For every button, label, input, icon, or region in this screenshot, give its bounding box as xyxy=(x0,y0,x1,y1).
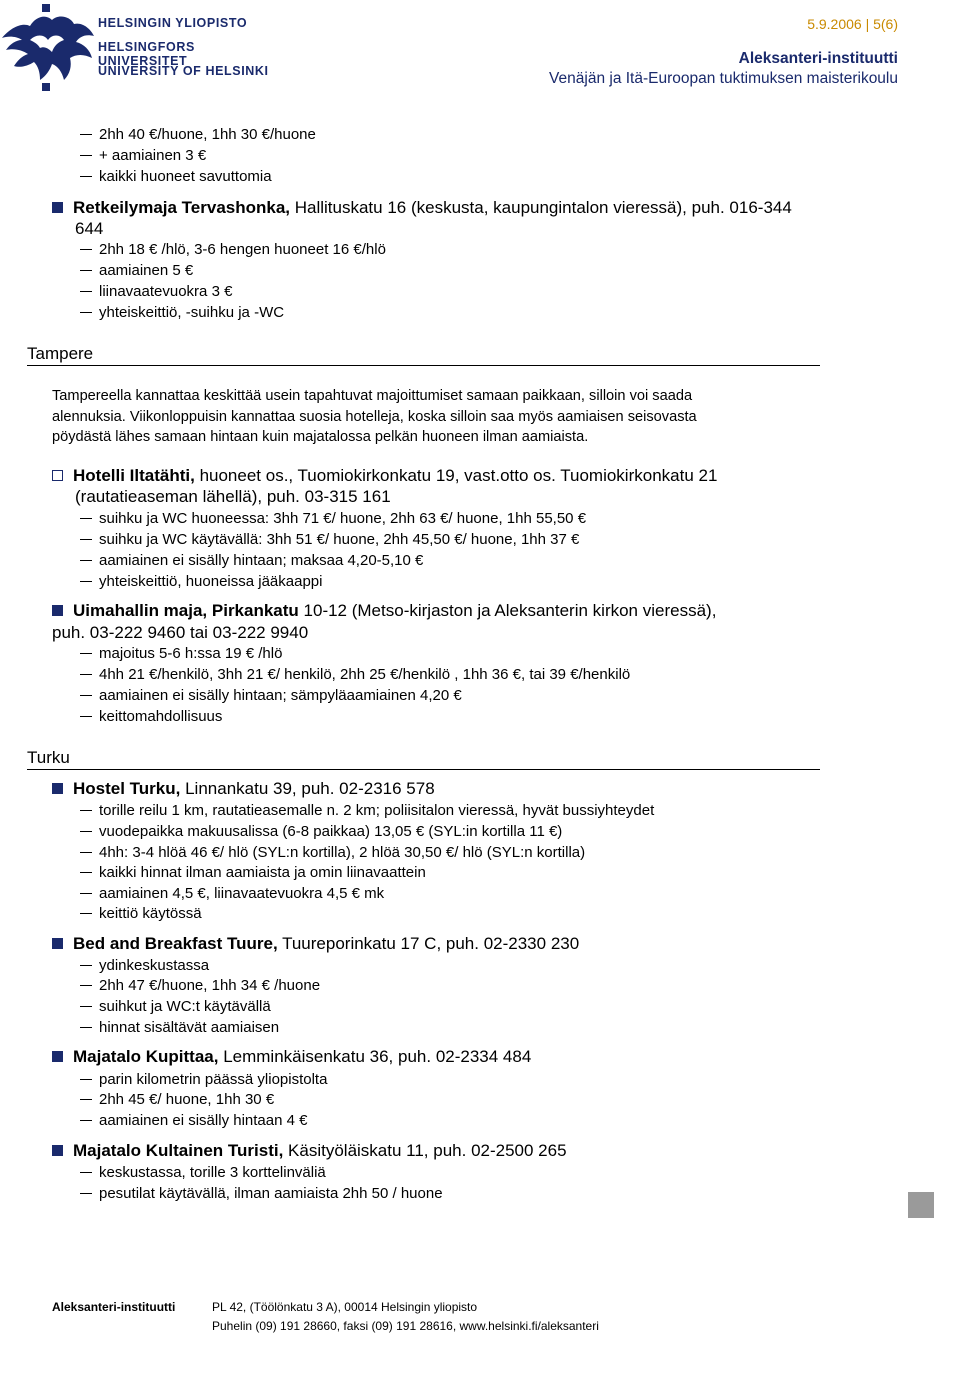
square-bullet-icon xyxy=(52,783,63,794)
list-item: majoitus 5-6 h:ssa 19 € /hlö xyxy=(80,645,282,662)
dash-bullet-icon xyxy=(80,249,92,250)
dash-bullet-icon xyxy=(80,695,92,696)
square-bullet-icon xyxy=(52,470,63,481)
dash-bullet-icon xyxy=(80,518,92,519)
dash-bullet-icon xyxy=(80,1099,92,1100)
list-item: torille reilu 1 km, rautatieasemalle n. 2 km; poliisitalon vieressä, hyvät bussiyhteydet xyxy=(80,802,654,819)
dash-bullet-icon xyxy=(80,1079,92,1080)
dash-bullet-icon xyxy=(80,134,92,135)
list-item: 2hh 18 € /hlö, 3-6 hengen huoneet 16 €/hlö xyxy=(80,241,386,258)
footer-institute-name: Aleksanteri-instituutti xyxy=(52,1300,176,1314)
list-item: suihku ja WC huoneessa: 3hh 71 €/ huone, 2hh 63 €/ huone, 1hh 55,50 € xyxy=(80,510,586,527)
university-name-sv: HELSINGFORS UNIVERSITET xyxy=(98,40,195,68)
list-item: hinnat sisältävät aamiaisen xyxy=(80,1019,279,1036)
accommodation-entry: Hostel Turku, Linnankatu 39, puh. 02-2316 578 xyxy=(52,779,435,799)
tampere-intro: Tampereella kannattaa keskittää usein tapahtuvat majoittumiset samaan paikkaan, silloin voi saada alennuksia. Viikonloppuisin kannattaa suosia hotelleja, koska silloin saa myös aamiaisen seisovasta pöydästä lähes samaan hintaan kuin majatalossa pelkän huoneen ilman aamiaista. xyxy=(52,388,697,445)
university-logo xyxy=(0,0,280,95)
dash-bullet-icon xyxy=(80,176,92,177)
dash-bullet-icon xyxy=(80,155,92,156)
dash-bullet-icon xyxy=(80,872,92,873)
dash-bullet-icon xyxy=(80,1120,92,1121)
accommodation-name: Uimahallin maja, Pirkankatu xyxy=(73,601,299,620)
institute-subtitle: Venäjän ja Itä-Euroopan tuktimuksen maisterikoulu xyxy=(549,70,898,87)
accommodation-phone-cont: 644 xyxy=(75,219,104,238)
dash-bullet-icon xyxy=(80,965,92,966)
university-name-en: UNIVERSITY OF HELSINKI xyxy=(98,64,269,78)
list-item: 2hh 47 €/huone, 1hh 34 € /huone xyxy=(80,977,320,994)
dash-bullet-icon xyxy=(80,1006,92,1007)
decorative-square xyxy=(908,1192,934,1218)
accommodation-name: Hostel Turku, xyxy=(73,779,181,798)
accommodation-entry: Uimahallin maja, Pirkankatu 10-12 (Metso-kirjaston ja Aleksanterin kirkon vieressä), xyxy=(52,601,716,621)
accommodation-name: Retkeilymaja Tervashonka, xyxy=(73,198,291,217)
accommodation-entry: Retkeilymaja Tervashonka, Hallituskatu 16 (keskusta, kaupungintalon vieressä), puh. 016-344 xyxy=(52,198,792,218)
dash-bullet-icon xyxy=(80,674,92,675)
dash-bullet-icon xyxy=(80,985,92,986)
dash-bullet-icon xyxy=(80,291,92,292)
dash-bullet-icon xyxy=(80,913,92,914)
list-item: vuodepaikka makuusalissa (6-8 paikkaa) 13,05 € (SYL:in kortilla 11 €) xyxy=(80,823,562,840)
list-item: yhteiskeittiö, huoneissa jääkaappi xyxy=(80,573,322,590)
accommodation-address-cont: (rautatieaseman lähellä), puh. 03-315 161 xyxy=(75,487,391,506)
square-bullet-icon xyxy=(52,938,63,949)
accommodation-name: Bed and Breakfast Tuure, xyxy=(73,934,278,953)
university-name-fi: HELSINGIN YLIOPISTO xyxy=(98,16,248,30)
dash-bullet-icon xyxy=(80,270,92,271)
square-bullet-icon xyxy=(52,1145,63,1156)
accommodation-name: Majatalo Kupittaa, xyxy=(73,1047,219,1066)
dash-bullet-icon xyxy=(80,893,92,894)
list-item: aamiainen 5 € xyxy=(80,262,193,279)
list-item: aamiainen 4,5 €, liinavaatevuokra 4,5 € mk xyxy=(80,885,384,902)
dash-bullet-icon xyxy=(80,852,92,853)
list-item: keskustassa, torille 3 korttelinväliä xyxy=(80,1164,326,1181)
list-item: ydinkeskustassa xyxy=(80,957,209,974)
dash-bullet-icon xyxy=(80,539,92,540)
dash-bullet-icon xyxy=(80,653,92,654)
accommodation-name: Hotelli Iltatähti, xyxy=(73,466,195,485)
accommodation-entry: Majatalo Kultainen Turisti, Käsityöläiskatu 11, puh. 02-2500 265 xyxy=(52,1141,567,1161)
list-item: suihku ja WC käytävällä: 3hh 51 €/ huone, 2hh 45,50 €/ huone, 1hh 37 € xyxy=(80,531,579,548)
dash-bullet-icon xyxy=(80,581,92,582)
list-item: 2hh 45 €/ huone, 1hh 30 € xyxy=(80,1091,274,1108)
accommodation-name: Majatalo Kultainen Turisti, xyxy=(73,1141,284,1160)
square-bullet-icon xyxy=(52,1051,63,1062)
dash-bullet-icon xyxy=(80,1172,92,1173)
accommodation-phone-cont: puh. 03-222 9460 tai 03-222 9940 xyxy=(52,623,309,642)
accommodation-entry: Majatalo Kupittaa, Lemminkäisenkatu 36, puh. 02-2334 484 xyxy=(52,1047,531,1067)
dash-bullet-icon xyxy=(80,831,92,832)
list-item: + aamiainen 3 € xyxy=(80,147,206,164)
institute-name: Aleksanteri-instituutti xyxy=(738,50,898,67)
list-item: kaikki hinnat ilman aamiaista ja omin liinavaattein xyxy=(80,864,426,881)
section-heading-tampere: Tampere xyxy=(27,344,820,366)
footer-address: PL 42, (Töölönkatu 3 A), 00014 Helsingin yliopisto xyxy=(212,1300,478,1314)
dash-bullet-icon xyxy=(80,810,92,811)
dash-bullet-icon xyxy=(80,560,92,561)
accommodation-entry: Hotelli Iltatähti, huoneet os., Tuomiokirkonkatu 19, vast.otto os. Tuomiokirkonkatu 21 xyxy=(52,466,717,486)
list-item: yhteiskeittiö, -suihku ja -WC xyxy=(80,304,284,321)
square-bullet-icon xyxy=(52,202,63,213)
footer-contact: Puhelin (09) 191 28660, faksi (09) 191 28616, www.helsinki.fi/aleksanteri xyxy=(212,1319,599,1333)
dash-bullet-icon xyxy=(80,716,92,717)
list-item: pesutilat käytävällä, ilman aamiaista 2hh 50 / huone xyxy=(80,1185,443,1202)
list-item: 4hh 21 €/henkilö, 3hh 21 €/ henkilö, 2hh 25 €/henkilö , 1hh 36 €, tai 39 €/henkilö xyxy=(80,666,630,683)
list-item: keittomahdollisuus xyxy=(80,708,222,725)
section-heading-turku: Turku xyxy=(27,748,820,770)
accommodation-entry: Bed and Breakfast Tuure, Tuureporinkatu 17 C, puh. 02-2330 230 xyxy=(52,934,579,954)
list-item: liinavaatevuokra 3 € xyxy=(80,283,232,300)
square-bullet-icon xyxy=(52,605,63,616)
list-item: suihkut ja WC:t käytävällä xyxy=(80,998,271,1015)
list-item: 4hh: 3-4 hlöä 46 €/ hlö (SYL:n kortilla), 2 hlöä 30,50 €/ hlö (SYL:n kortilla) xyxy=(80,844,585,861)
dash-bullet-icon xyxy=(80,312,92,313)
list-item: keittiö käytössä xyxy=(80,905,202,922)
date-page-number: 5.9.2006 | 5(6) xyxy=(807,16,898,32)
list-item: parin kilometrin päässä yliopistolta xyxy=(80,1071,327,1088)
dash-bullet-icon xyxy=(80,1027,92,1028)
list-item: 2hh 40 €/huone, 1hh 30 €/huone xyxy=(80,126,316,143)
university-flame-logo-icon xyxy=(0,0,96,95)
list-item: kaikki huoneet savuttomia xyxy=(80,168,272,185)
list-item: aamiainen ei sisälly hintaan; maksaa 4,20-5,10 € xyxy=(80,552,423,569)
list-item: aamiainen ei sisälly hintaan; sämpyläaamiainen 4,20 € xyxy=(80,687,462,704)
dash-bullet-icon xyxy=(80,1193,92,1194)
list-item: aamiainen ei sisälly hintaan 4 € xyxy=(80,1112,307,1129)
document-header xyxy=(549,16,898,88)
